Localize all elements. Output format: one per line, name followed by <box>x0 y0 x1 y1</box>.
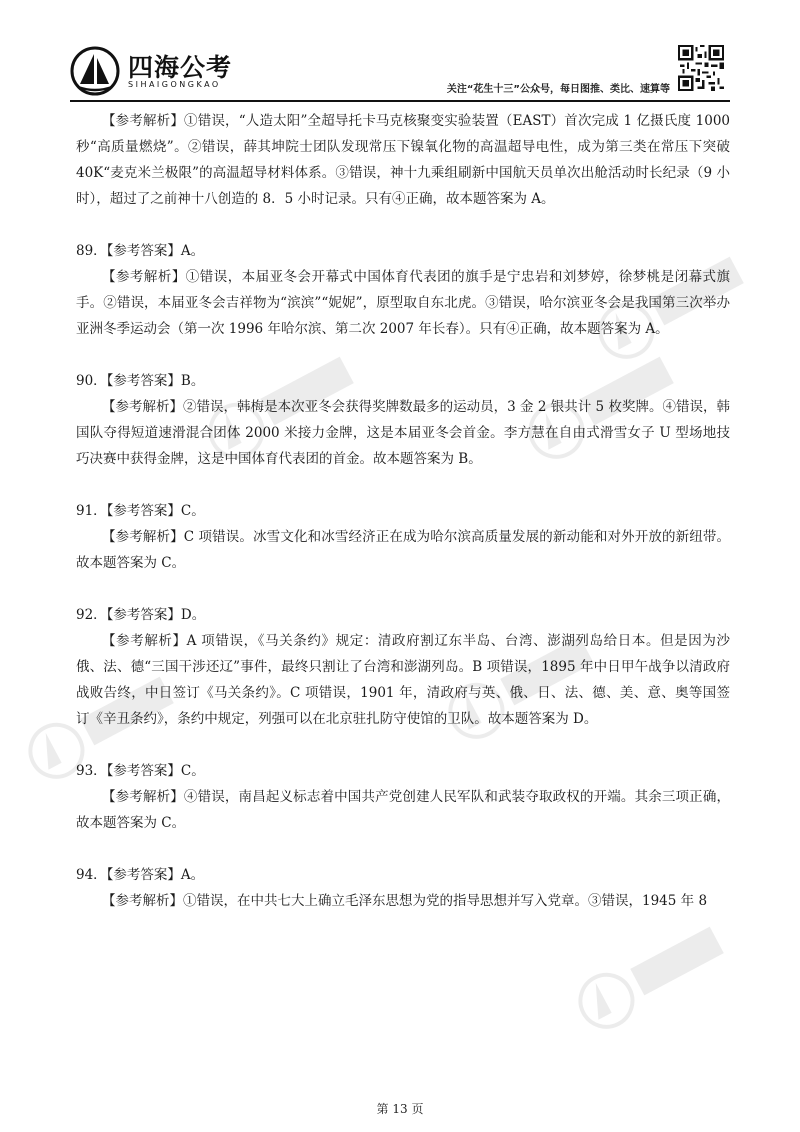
header-divider <box>70 100 730 102</box>
answer-block <box>76 498 730 576</box>
answer-line: 91．【参考答案】C。 <box>76 503 205 519</box>
analysis-paragraph: 【参考解析】A 项错误，《马关条约》规定：清政府割辽东半岛、台湾、澎湖列岛给日本。但是因为沙俄、法、德“三国干涉还辽”事件，最终只割让了台湾和澎湖列岛。B 项错误，1895 年中日甲午战争以清政府战败告终，中日签订《马关条约》。C 项错误，1901 年，清政府与英、俄、日、法、德、美、意、奥等国签订《辛丑条约》，条约中规定，列强可以在北京驻扎防守使馆的卫队。故本题答案为 D。 <box>76 633 730 727</box>
analysis-paragraph: 【参考解析】C 项错误。冰雪文化和冰雪经济正在成为哈尔滨高质量发展的新动能和对外开放的新纽带。故本题答案为 C。 <box>76 529 730 571</box>
answer-line: 90．【参考答案】B。 <box>76 373 205 389</box>
answer-line: 89．【参考答案】A。 <box>76 243 205 259</box>
sailboat-logo-icon <box>70 46 120 96</box>
answer-block <box>76 368 730 472</box>
answer-line: 93．【参考答案】C。 <box>76 763 205 779</box>
analysis-paragraph: 【参考解析】①错误，本届亚冬会开幕式中国体育代表团的旗手是宁忠岩和刘梦婷，徐梦桃是闭幕式旗手。②错误，本届亚冬会吉祥物为“滨滨”“妮妮”，原型取自东北虎。③错误，哈尔滨亚冬会是我国第三次举办亚洲冬季运动会（第一次 1996 年哈尔滨、第二次 2007 年长春）。只有④正确，故本题答案为 A。 <box>76 269 730 337</box>
answer-block <box>76 108 730 212</box>
answer-line: 92．【参考答案】D。 <box>76 607 206 623</box>
document-body <box>76 108 730 940</box>
logo-subtext: SIHAIGONGKAO <box>128 80 221 89</box>
page-header <box>0 0 800 100</box>
brand-logo <box>70 46 250 98</box>
qr-code-icon <box>678 45 724 91</box>
header-promo-note: 关注“花生十三”公众号，每日图推、类比、速算等 <box>446 84 670 95</box>
answer-line: 94．【参考答案】A。 <box>76 867 205 883</box>
page-number: 第 13 页 <box>376 1102 424 1116</box>
analysis-paragraph: 【参考解析】②错误，韩梅是本次亚冬会获得奖牌数最多的运动员，3 金 2 银共计 5 枚奖牌。④错误，韩国队夺得短道速滑混合团体 2000 米接力金牌，这是本届亚冬会首金。李方慧在自由式滑雪女子 U 型场地技巧决赛中获得金牌，这是中国体育代表团的首金。故本题答案为 B。 <box>76 399 730 467</box>
answer-block <box>76 238 730 342</box>
answer-block <box>76 602 730 732</box>
analysis-paragraph: 【参考解析】①错误，在中共七大上确立毛泽东思想为党的指导思想并写入党章。③错误，1945 年 8 <box>102 893 708 909</box>
analysis-paragraph: 【参考解析】④错误，南昌起义标志着中国共产党创建人民军队和武装夺取政权的开端。其余三项正确，故本题答案为 C。 <box>76 789 730 831</box>
answer-block <box>76 758 730 836</box>
logo-text: 四海公考 <box>128 53 233 82</box>
analysis-paragraph: 【参考解析】①错误，“人造太阳”全超导托卡马克核聚变实验装置（EAST）首次完成 1 亿摄氏度 1000 秒“高质量燃烧”。②错误，薛其坤院士团队发现常压下镍氧化物的高温超导电性，成为第三类在常压下突破 40K“麦克米兰极限”的高温超导材料体系。③错误，神十九乘组刷新中国航天员单次出舱活动时长纪录（9 小时），超过了之前神十八创造的 8．5 小时记录。只有④正确，故本题答案为 A。 <box>76 113 730 207</box>
answer-block <box>76 862 730 914</box>
